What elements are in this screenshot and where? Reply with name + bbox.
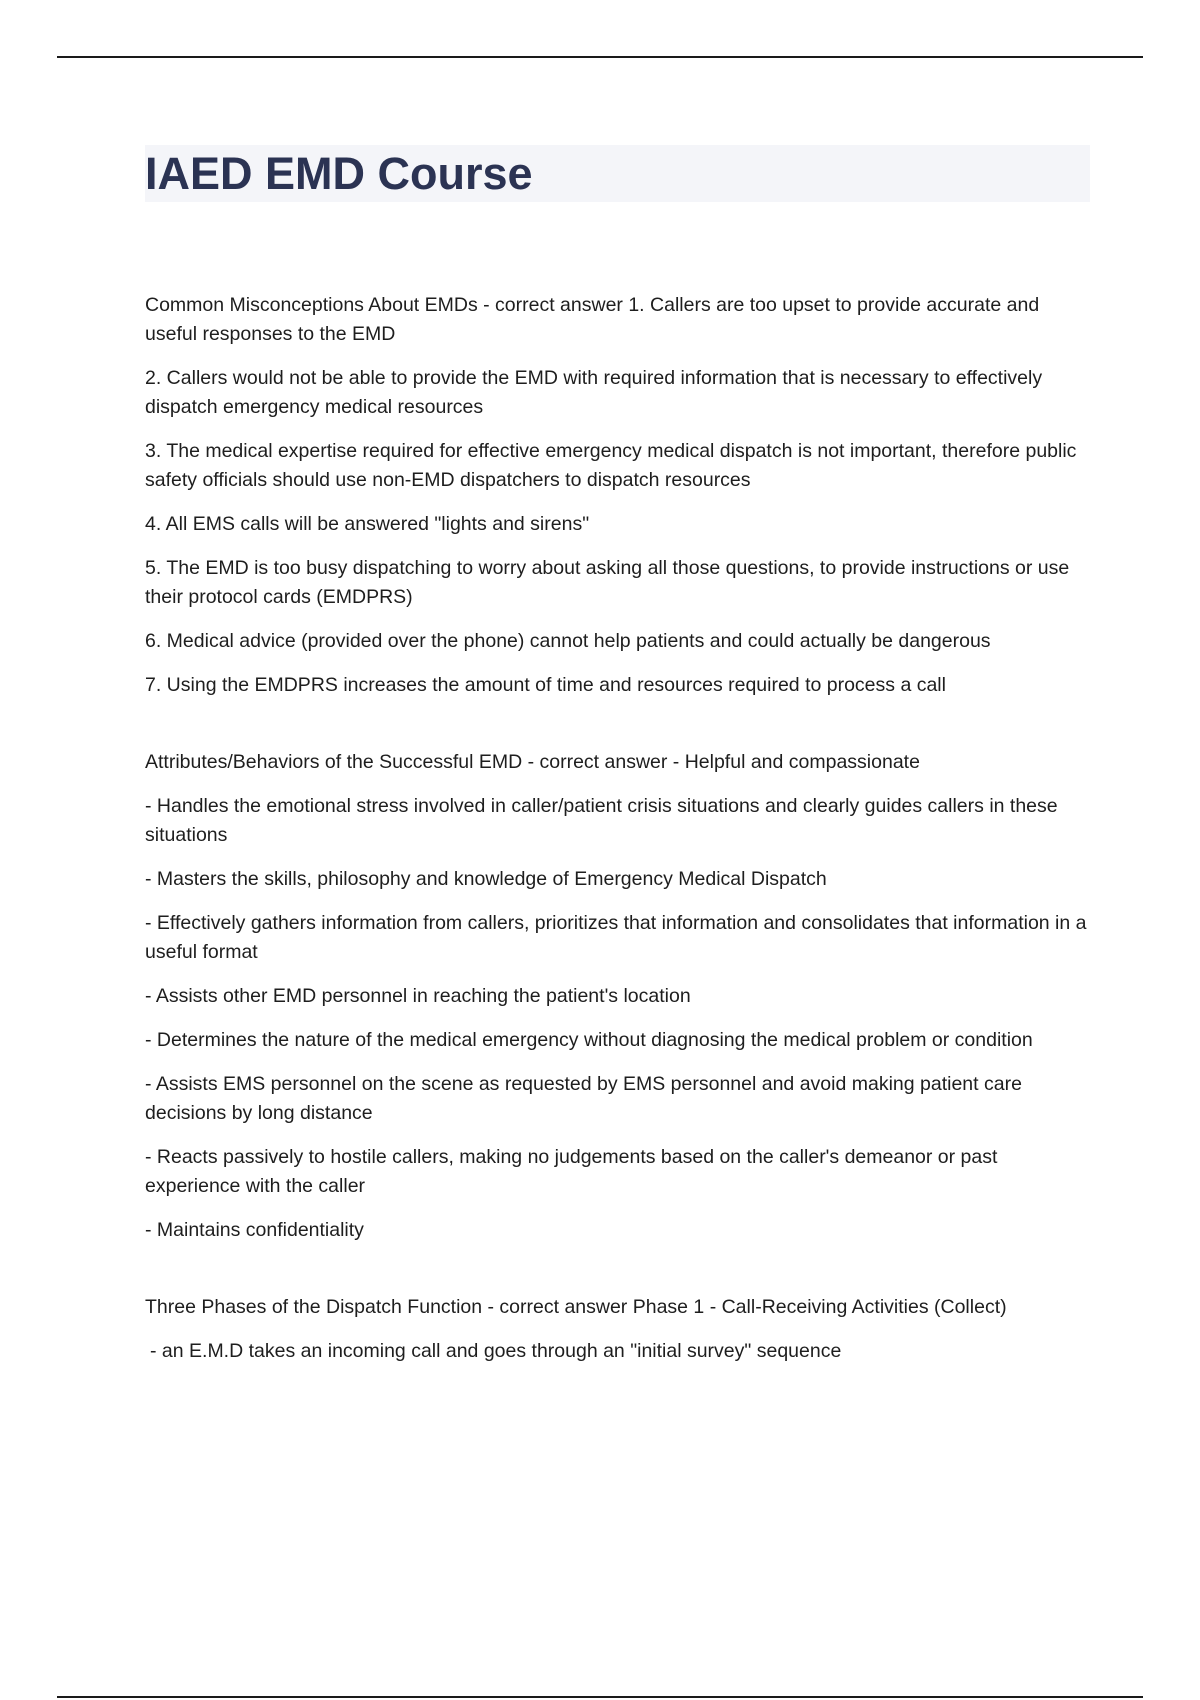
paragraph: - Handles the emotional stress involved in caller/patient crisis situations and clearly guides callers in these situations	[145, 795, 1058, 846]
top-rule	[57, 56, 1143, 58]
section-common-misconceptions	[145, 291, 1090, 700]
paragraph: 7. Using the EMDPRS increases the amount of time and resources required to process a call	[145, 674, 946, 696]
paragraph: Attributes/Behaviors of the Successful EMD - correct answer - Helpful and compassionate	[145, 751, 920, 773]
paragraph: - Masters the skills, philosophy and knowledge of Emergency Medical Dispatch	[145, 868, 827, 890]
paragraph: - Effectively gathers information from callers, prioritizes that information and consolidates that information in a useful format	[145, 912, 1087, 963]
paragraph: - Assists EMS personnel on the scene as requested by EMS personnel and avoid making patient care decisions by long distance	[145, 1073, 1022, 1124]
paragraph: Common Misconceptions About EMDs - correct answer 1. Callers are too upset to provide accurate and useful responses to the EMD	[145, 294, 1040, 345]
section-dispatch-phases	[145, 1293, 1090, 1366]
paragraph: 6. Medical advice (provided over the phone) cannot help patients and could actually be dangerous	[145, 630, 991, 652]
paragraph: - an E.M.D takes an incoming call and goes through an "initial survey" sequence	[150, 1340, 842, 1362]
paragraph: 4. All EMS calls will be answered "lights and sirens"	[145, 513, 590, 535]
paragraph: - Determines the nature of the medical emergency without diagnosing the medical problem or condition	[145, 1029, 1033, 1051]
paragraph: 5. The EMD is too busy dispatching to worry about asking all those questions, to provide instructions or use their protocol cards (EMDPRS)	[145, 557, 1070, 608]
paragraph: 3. The medical expertise required for effective emergency medical dispatch is not important, therefore public safety officials should use non-EMD dispatchers to dispatch resources	[145, 440, 1077, 491]
paragraph: Three Phases of the Dispatch Function - correct answer Phase 1 - Call-Receiving Activities (Collect)	[145, 1296, 1007, 1318]
document-title: IAED EMD Course	[145, 148, 533, 199]
document-body	[145, 291, 1090, 1381]
paragraph: 2. Callers would not be able to provide the EMD with required information that is necessary to effectively dispatch emergency medical resources	[145, 367, 1043, 418]
paragraph: - Reacts passively to hostile callers, making no judgements based on the caller's demeanor or past experience with the caller	[145, 1146, 998, 1197]
paragraph: - Maintains confidentiality	[145, 1219, 364, 1241]
section-attributes-behaviors	[145, 748, 1090, 1245]
paragraph: - Assists other EMD personnel in reaching the patient's location	[145, 985, 691, 1007]
bottom-rule	[57, 1696, 1143, 1698]
